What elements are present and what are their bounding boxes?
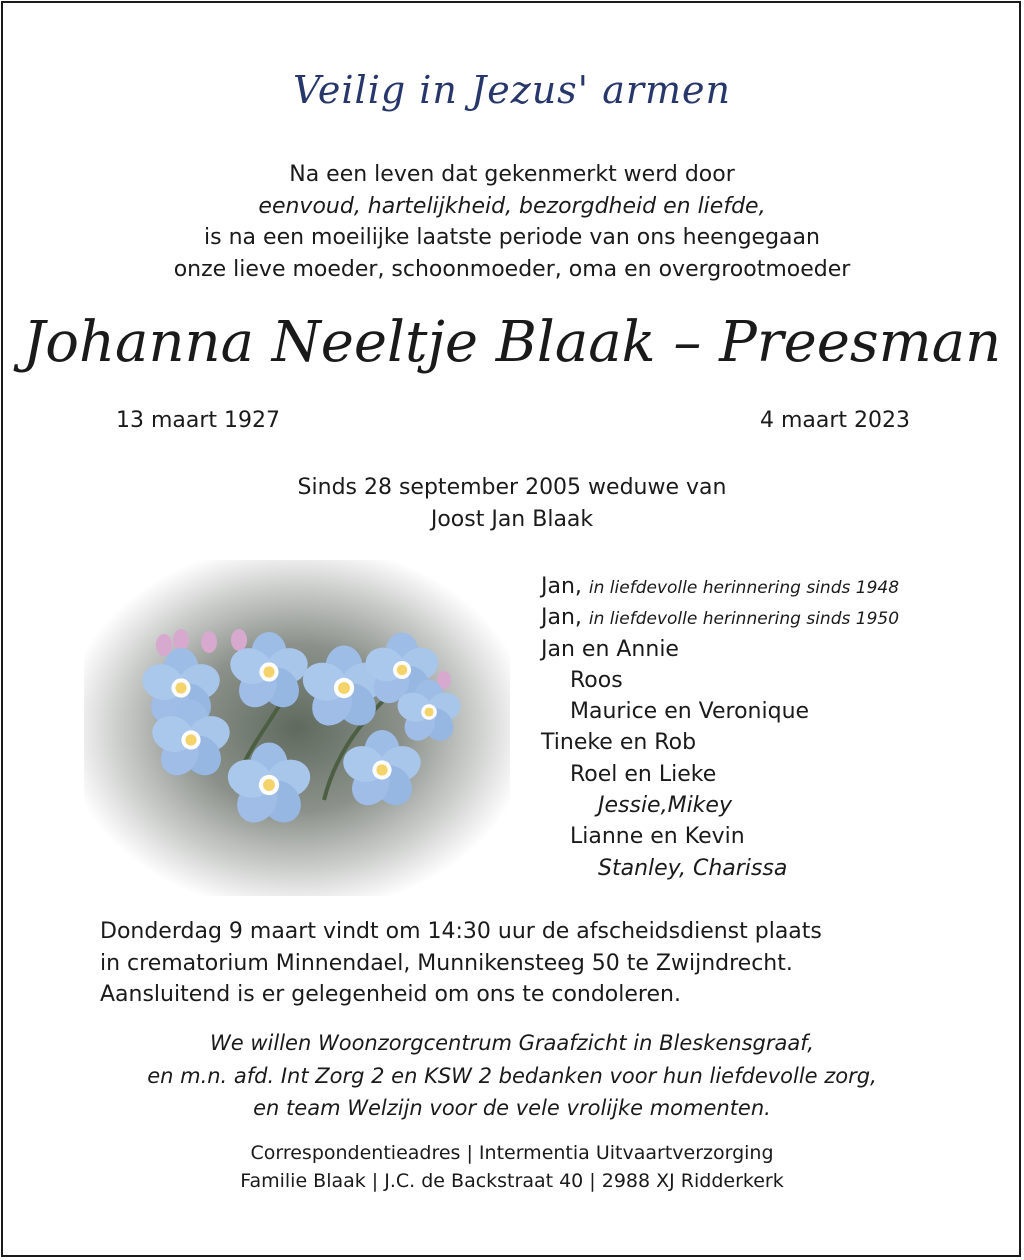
family-row: Tineke en Rob <box>541 730 697 756</box>
grandchild-row: Roel en Lieke <box>570 761 717 787</box>
widow-line-2: Joost Jan Blaak <box>430 506 594 532</box>
widow-line-1: Sinds 28 september 2005 weduwe van <box>297 475 727 500</box>
family-member-name: Jan, <box>541 605 582 631</box>
family-row: Jan en Annie <box>541 636 679 662</box>
memorial-note: in liefdevolle herinnering sinds 1950 <box>588 609 900 630</box>
grandchild-row: Maurice en Veronique <box>570 699 810 725</box>
thanks-text <box>0 1027 1024 1125</box>
correspondence-address <box>0 1139 1024 1195</box>
service-details <box>100 916 822 1011</box>
birth-date: 13 maart 1927 <box>116 408 281 433</box>
forget-me-not-flowers-image <box>84 560 510 896</box>
great-grandchild-row: Jessie,Mikey <box>598 793 732 819</box>
thanks-line-2: en m.n. afd. Int Zorg 2 en KSW 2 bedanken voor hun liefdevolle zorg, <box>147 1063 877 1088</box>
family-row <box>541 571 899 602</box>
intro-line-3: is na een moeilijke laatste periode van ons heengegaan <box>204 225 820 250</box>
thanks-line-1: We willen Woonzorgcentrum Graafzicht in Bleskensgraaf, <box>210 1031 814 1055</box>
deceased-name: Johanna Neeltje Blaak – Preesman <box>22 310 1002 375</box>
great-grandchild-row: Stanley, Charissa <box>598 855 788 881</box>
thanks-line-3: en team Welzijn voor de vele vrolijke momenten. <box>253 1096 771 1120</box>
death-date: 4 maart 2023 <box>759 408 910 433</box>
intro-text <box>0 159 1024 285</box>
widow-text <box>0 472 1024 535</box>
grandchild-row: Roos <box>570 667 623 693</box>
family-row <box>541 602 899 633</box>
grandchild-row: Lianne en Kevin <box>570 824 745 850</box>
intro-line-1: Na een leven dat gekenmerkt werd door <box>289 162 735 187</box>
service-line-1: Donderdag 9 maart vindt om 14:30 uur de afscheidsdienst plaats <box>100 919 822 944</box>
service-line-2: in crematorium Minnendael, Munnikensteeg 50 te Zwijndrecht. <box>100 950 793 976</box>
intro-line-4: onze lieve moeder, schoonmoeder, oma en overgrootmoeder <box>173 256 851 282</box>
intro-line-2: eenvoud, hartelijkheid, bezorgdheid en liefde, <box>258 193 766 219</box>
family-member-name: Jan, <box>541 574 582 599</box>
motto-heading: Veilig in Jezus' armen <box>292 68 732 112</box>
address-line-2: Familie Blaak | J.C. de Backstraat 40 | 2988 XJ Ridderkerk <box>240 1170 784 1192</box>
memorial-note: in liefdevolle herinnering sinds 1948 <box>588 578 900 598</box>
family-list <box>541 571 899 884</box>
service-line-3: Aansluitend is er gelegenheid om ons te condoleren. <box>100 982 681 1007</box>
address-line-1: Correspondentieadres | Intermentia Uitvaartverzorging <box>250 1142 774 1164</box>
